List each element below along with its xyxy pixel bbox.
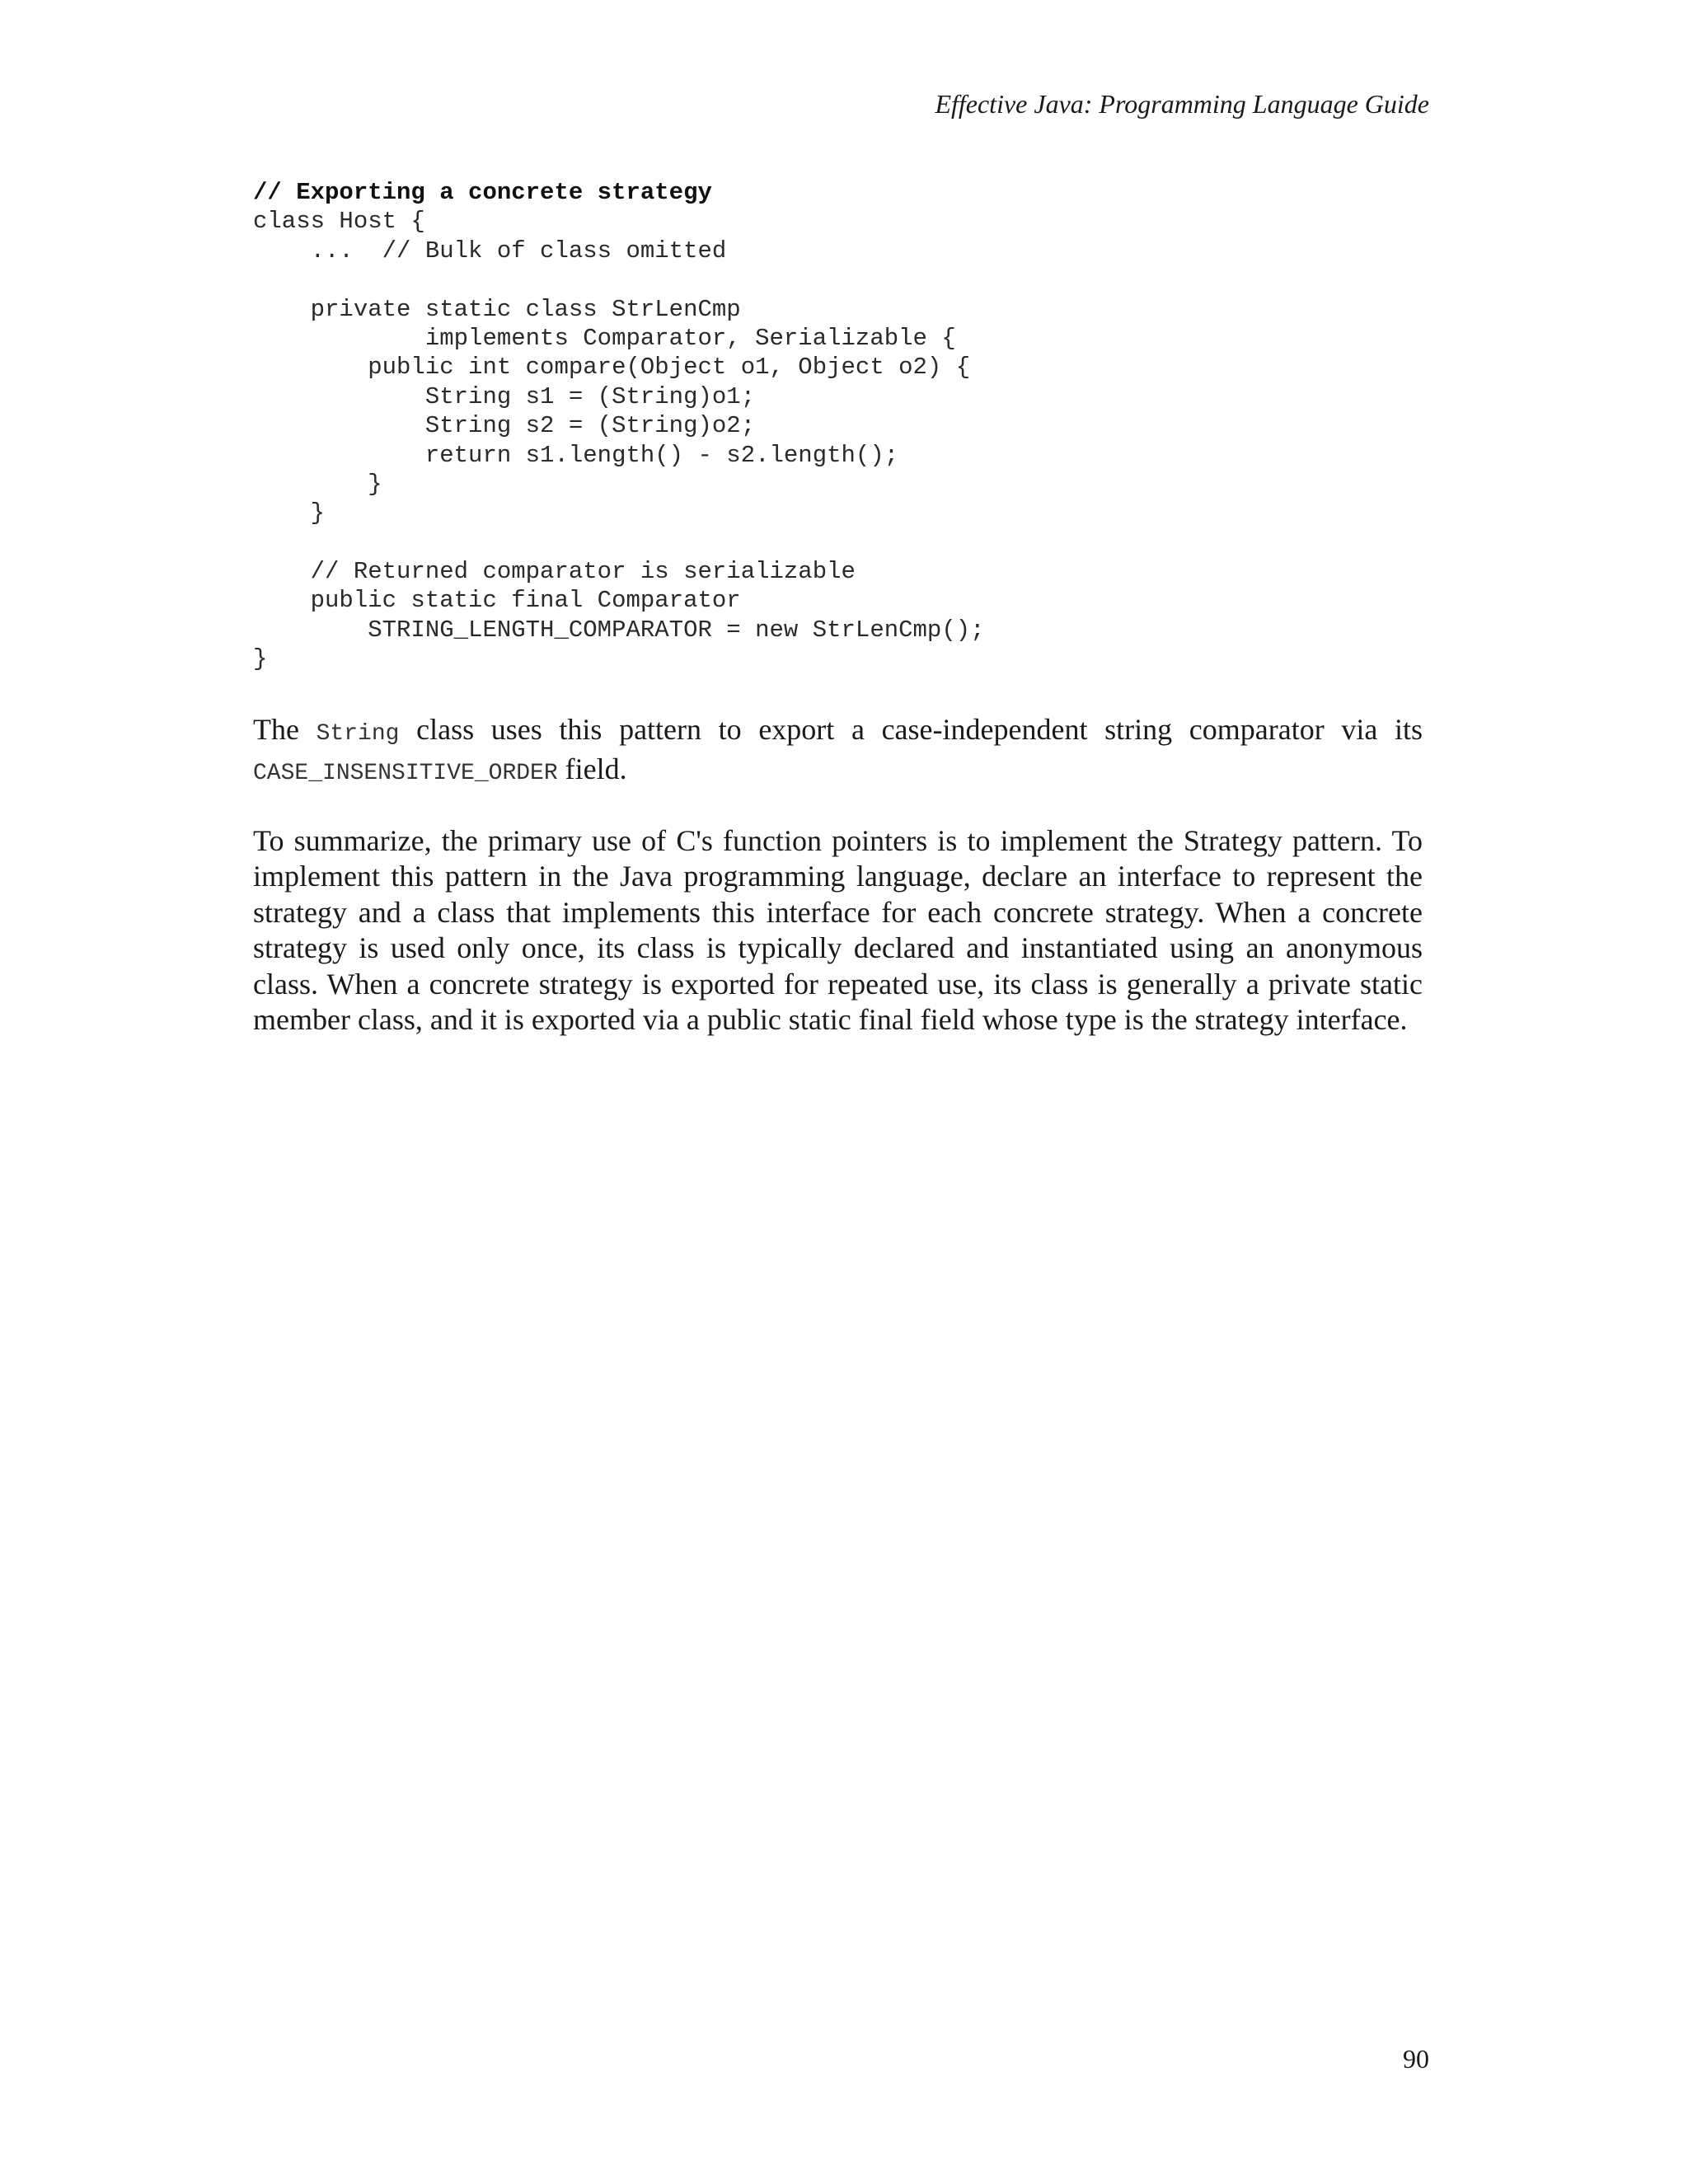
code-line: public static final Comparator <box>253 587 741 615</box>
code-comment-heading: // Exporting a concrete strategy <box>253 179 712 206</box>
inline-code-case-insensitive-order: CASE_INSENSITIVE_ORDER <box>253 761 558 787</box>
code-line: class Host { <box>253 208 425 236</box>
running-header: Effective Java: Programming Language Guide <box>935 89 1429 119</box>
code-line: STRING_LENGTH_COMPARATOR = new StrLenCmp(); <box>253 616 985 644</box>
code-line: ... // Bulk of class omitted <box>253 237 727 265</box>
paragraph-text: field. <box>565 752 627 786</box>
code-line: } <box>253 645 268 673</box>
code-line: } <box>253 499 326 527</box>
code-line: // Returned comparator is serializable <box>253 558 856 586</box>
code-line: } <box>253 470 382 498</box>
paragraph-text: class uses this pattern to export a case-independent string comparator via its <box>416 713 1423 746</box>
paragraph-summary: To summarize, the primary use of C's function pointers is to implement the Strategy pattern. To implement this pattern in the Java programming language, declare an interface to represent the strategy and a class that implements this interface for each concrete strategy. When a concrete strategy is used only once, its class is typically declared and instantiated using an anonymous class. When a concrete strategy is exported for repeated use, its class is generally a private static member class, and it is exported via a public static final field whose type is the strategy interface. <box>253 824 1423 1037</box>
code-line: String s2 = (String)o2; <box>253 412 756 440</box>
code-line: implements Comparator, Serializable { <box>253 324 956 352</box>
inline-code-string: String <box>316 721 400 747</box>
code-line: String s1 = (String)o1; <box>253 382 756 410</box>
code-line: return s1.length() - s2.length(); <box>253 441 899 469</box>
code-line: public int compare(Object o1, Object o2) { <box>253 354 971 382</box>
paragraph-string-comparator <box>253 712 1423 792</box>
paragraph-text: The <box>253 713 299 746</box>
code-line-blank <box>253 265 985 294</box>
code-line-blank <box>253 528 985 557</box>
code-line: private static class StrLenCmp <box>253 295 741 323</box>
page-number: 90 <box>1403 2044 1429 2074</box>
code-block <box>253 178 985 674</box>
